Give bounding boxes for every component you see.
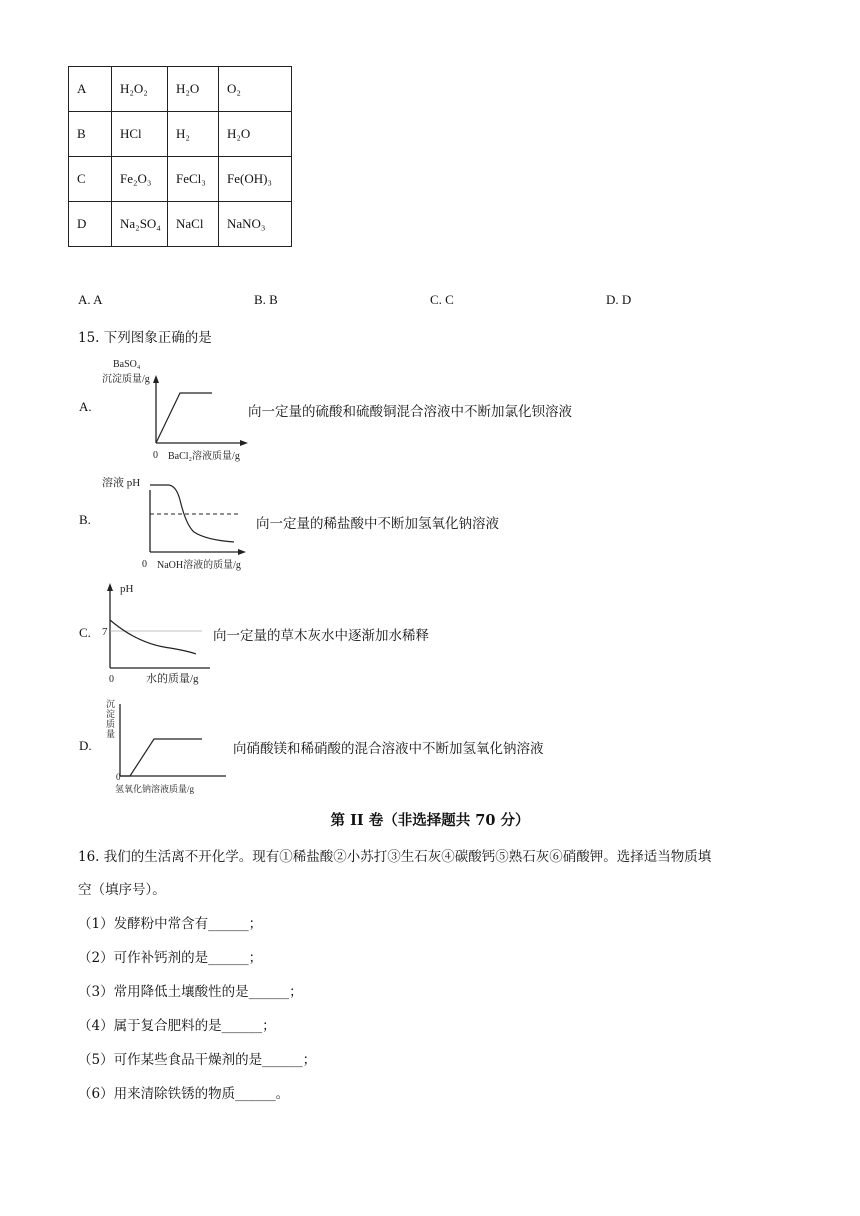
- q15-desc-d: 向硝酸镁和稀硝酸的混合溶液中不断加氢氧化钠溶液: [233, 741, 544, 757]
- option-b: B. B: [254, 292, 278, 307]
- graph-d-xlabel: 氢氧化钠溶液质量/g: [115, 784, 195, 794]
- q15-label-a: A.: [79, 399, 92, 414]
- table-cell: C: [69, 157, 112, 202]
- q15-label-c: C.: [79, 625, 91, 640]
- graph-a-origin: 0: [153, 450, 158, 461]
- table-cell: Fe₂O₃: [112, 157, 168, 202]
- graph-c-tick-7: 7: [102, 626, 108, 638]
- question-16-stem-line-1: 16. 我们的生活离不开化学。现有①稀盐酸②小苏打③生石灰④碳酸钙⑤熟石灰⑥硝酸钾。选择适当物质填: [78, 849, 712, 865]
- q15-desc-a: 向一定量的硫酸和硫酸铜混合溶液中不断加氯化钡溶液: [248, 404, 572, 420]
- q15-desc-b: 向一定量的稀盐酸中不断加氢氧化钠溶液: [256, 516, 499, 532]
- graph-c: [98, 578, 218, 686]
- table-cell: B: [69, 112, 112, 157]
- option-d: D. D: [606, 292, 632, 307]
- table-cell: H₂O: [168, 67, 219, 112]
- question-15-stem: 15. 下列图象正确的是: [78, 330, 212, 346]
- graph-d: [98, 694, 234, 798]
- graph-a-ylabel-1: BaSO₄: [113, 359, 141, 370]
- q16-item-1: （1）发酵粉中常含有______；: [78, 916, 263, 932]
- graph-a-ylabel-2: 沉淀质量/g: [102, 374, 150, 385]
- q16-item-2: （2）可作补钙剂的是______；: [78, 950, 263, 966]
- q16-item-5: （5）可作某些食品干燥剂的是______；: [78, 1052, 317, 1068]
- answer-table: [68, 66, 292, 247]
- graph-b: [98, 470, 260, 576]
- graph-c-xlabel: 水的质量/g: [146, 673, 199, 685]
- q16-item-6: （6）用来清除铁锈的物质______。: [78, 1086, 290, 1102]
- question-16-stem-line-2: 空（填序号）。: [78, 882, 166, 898]
- q16-item-3: （3）常用降低土壤酸性的是______；: [78, 984, 303, 1000]
- table-cell: Na₂SO₄: [112, 202, 168, 247]
- graph-c-ylabel: pH: [120, 583, 134, 595]
- table-cell: H₂O: [219, 112, 292, 157]
- graph-c-origin: 0: [109, 674, 114, 685]
- graph-b-ylabel: 溶液 pH: [102, 477, 141, 489]
- table-cell: NaNO₃: [219, 202, 292, 247]
- graph-b-x-arrow: [238, 549, 246, 555]
- table-cell: O₂: [219, 67, 292, 112]
- graph-d-ylabel-4: 量: [106, 729, 116, 739]
- option-a: A. A: [78, 292, 103, 307]
- graph-d-origin: 0: [116, 772, 121, 782]
- graph-d-ylabel-1: 沉: [106, 699, 116, 709]
- graph-b-xlabel: NaOH溶液的质量/g: [157, 560, 241, 571]
- graph-a-xlabel: BaCl₂溶液质量/g: [168, 451, 240, 462]
- table-row: [69, 202, 292, 247]
- graph-b-origin: 0: [142, 559, 147, 570]
- table-row: [69, 157, 292, 202]
- table-cell: NaCl: [168, 202, 219, 247]
- graph-c-y-arrow: [107, 583, 113, 591]
- graph-d-curve: [120, 739, 202, 776]
- graph-c-curve: [110, 620, 196, 654]
- table-row: [69, 67, 292, 112]
- table-cell: HCl: [112, 112, 168, 157]
- graph-a-curve: [156, 393, 212, 443]
- section-title: 第 II 卷（非选择题共 70 分）: [330, 812, 530, 829]
- table-cell: A: [69, 67, 112, 112]
- q15-desc-c: 向一定量的草木灰水中逐渐加水稀释: [213, 628, 429, 644]
- table-row: [69, 112, 292, 157]
- q16-item-4: （4）属于复合肥料的是______；: [78, 1018, 276, 1034]
- table-cell: Fe(OH)₃: [219, 157, 292, 202]
- graph-a-x-arrow: [240, 440, 248, 446]
- table-cell: H₂O₂: [112, 67, 168, 112]
- graph-a-y-arrow: [153, 375, 159, 383]
- graph-a: [98, 353, 258, 465]
- q15-label-d: D.: [79, 738, 92, 753]
- option-c: C. C: [430, 292, 454, 307]
- table-cell: H₂: [168, 112, 219, 157]
- graph-d-ylabel-3: 质: [106, 719, 116, 729]
- table-cell: D: [69, 202, 112, 247]
- table-cell: FeCl₃: [168, 157, 219, 202]
- graph-d-ylabel-2: 淀: [106, 709, 116, 719]
- q15-label-b: B.: [79, 512, 91, 527]
